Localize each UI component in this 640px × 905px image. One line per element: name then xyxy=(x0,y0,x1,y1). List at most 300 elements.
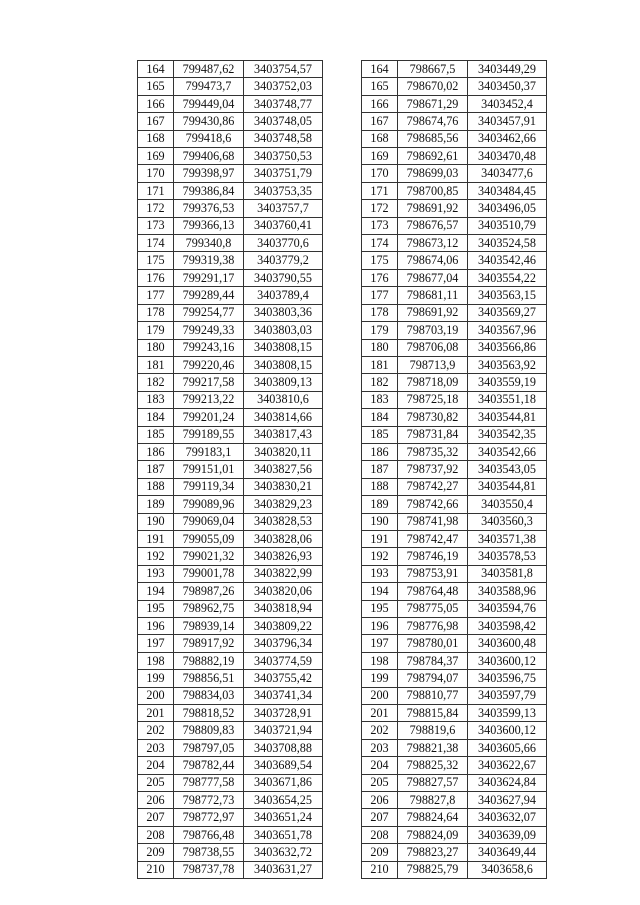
table-row xyxy=(138,78,323,95)
y-coordinate-cell: 3403757,7 xyxy=(244,200,323,217)
table-row xyxy=(138,426,323,443)
x-coordinate-cell: 798809,83 xyxy=(174,722,244,739)
y-coordinate-cell: 3403748,77 xyxy=(244,95,323,112)
y-coordinate-cell: 3403450,37 xyxy=(468,78,547,95)
x-coordinate-cell: 799291,17 xyxy=(174,269,244,286)
table-row xyxy=(362,78,547,95)
y-coordinate-cell: 3403596,75 xyxy=(468,670,547,687)
y-coordinate-cell: 3403544,81 xyxy=(468,478,547,495)
point-number-cell: 206 xyxy=(138,792,174,809)
point-number-cell: 197 xyxy=(138,635,174,652)
point-number-cell: 184 xyxy=(362,409,398,426)
x-coordinate-cell: 799021,32 xyxy=(174,548,244,565)
x-coordinate-cell: 798939,14 xyxy=(174,618,244,635)
point-number-cell: 173 xyxy=(138,217,174,234)
point-number-cell: 176 xyxy=(362,269,398,286)
point-number-cell: 196 xyxy=(138,618,174,635)
x-coordinate-cell: 798676,57 xyxy=(398,217,468,234)
y-coordinate-cell: 3403770,6 xyxy=(244,235,323,252)
y-coordinate-cell: 3403632,72 xyxy=(244,844,323,861)
table-row xyxy=(138,530,323,547)
x-coordinate-cell: 798780,01 xyxy=(398,635,468,652)
point-number-cell: 206 xyxy=(362,792,398,809)
x-coordinate-cell: 799001,78 xyxy=(174,565,244,582)
x-coordinate-cell: 798674,06 xyxy=(398,252,468,269)
y-coordinate-cell: 3403809,22 xyxy=(244,618,323,635)
x-coordinate-cell: 798819,6 xyxy=(398,722,468,739)
coordinate-table-right xyxy=(361,60,547,879)
x-coordinate-cell: 798730,82 xyxy=(398,409,468,426)
x-coordinate-cell: 799055,09 xyxy=(174,530,244,547)
y-coordinate-cell: 3403631,27 xyxy=(244,861,323,878)
table-row xyxy=(138,409,323,426)
point-number-cell: 205 xyxy=(362,774,398,791)
table-row xyxy=(362,165,547,182)
y-coordinate-cell: 3403817,43 xyxy=(244,426,323,443)
x-coordinate-cell: 798782,44 xyxy=(174,757,244,774)
table-row xyxy=(138,705,323,722)
table-row xyxy=(138,148,323,165)
x-coordinate-cell: 798987,26 xyxy=(174,583,244,600)
y-coordinate-cell: 3403651,24 xyxy=(244,809,323,826)
y-coordinate-cell: 3403542,46 xyxy=(468,252,547,269)
point-number-cell: 198 xyxy=(138,652,174,669)
point-number-cell: 186 xyxy=(362,443,398,460)
point-number-cell: 179 xyxy=(138,322,174,339)
table-row xyxy=(362,252,547,269)
x-coordinate-cell: 798673,12 xyxy=(398,235,468,252)
y-coordinate-cell: 3403597,79 xyxy=(468,687,547,704)
y-coordinate-cell: 3403752,03 xyxy=(244,78,323,95)
y-coordinate-cell: 3403803,36 xyxy=(244,304,323,321)
x-coordinate-cell: 798742,47 xyxy=(398,530,468,547)
x-coordinate-cell: 798797,05 xyxy=(174,739,244,756)
x-coordinate-cell: 798775,05 xyxy=(398,600,468,617)
x-coordinate-cell: 798691,92 xyxy=(398,200,468,217)
y-coordinate-cell: 3403571,38 xyxy=(468,530,547,547)
x-coordinate-cell: 798856,51 xyxy=(174,670,244,687)
point-number-cell: 181 xyxy=(138,356,174,373)
y-coordinate-cell: 3403560,3 xyxy=(468,513,547,530)
x-coordinate-cell: 799418,6 xyxy=(174,130,244,147)
x-coordinate-cell: 798825,79 xyxy=(398,861,468,878)
y-coordinate-cell: 3403600,12 xyxy=(468,652,547,669)
y-coordinate-cell: 3403779,2 xyxy=(244,252,323,269)
point-number-cell: 202 xyxy=(138,722,174,739)
x-coordinate-cell: 798764,48 xyxy=(398,583,468,600)
x-coordinate-cell: 798815,84 xyxy=(398,705,468,722)
point-number-cell: 172 xyxy=(138,200,174,217)
x-coordinate-cell: 799254,77 xyxy=(174,304,244,321)
point-number-cell: 210 xyxy=(362,861,398,878)
table-row xyxy=(362,95,547,112)
point-number-cell: 171 xyxy=(138,182,174,199)
y-coordinate-cell: 3403569,27 xyxy=(468,304,547,321)
y-coordinate-cell: 3403760,41 xyxy=(244,217,323,234)
y-coordinate-cell: 3403754,57 xyxy=(244,61,323,78)
table-row xyxy=(362,339,547,356)
table-row xyxy=(138,461,323,478)
point-number-cell: 200 xyxy=(362,687,398,704)
x-coordinate-cell: 799473,7 xyxy=(174,78,244,95)
point-number-cell: 203 xyxy=(138,739,174,756)
y-coordinate-cell: 3403748,58 xyxy=(244,130,323,147)
point-number-cell: 182 xyxy=(362,374,398,391)
point-number-cell: 203 xyxy=(362,739,398,756)
table-row xyxy=(362,652,547,669)
y-coordinate-cell: 3403544,81 xyxy=(468,409,547,426)
table-row xyxy=(362,705,547,722)
y-coordinate-cell: 3403477,6 xyxy=(468,165,547,182)
point-number-cell: 185 xyxy=(362,426,398,443)
x-coordinate-cell: 799089,96 xyxy=(174,496,244,513)
y-coordinate-cell: 3403524,58 xyxy=(468,235,547,252)
y-coordinate-cell: 3403689,54 xyxy=(244,757,323,774)
point-number-cell: 178 xyxy=(138,304,174,321)
point-number-cell: 170 xyxy=(362,165,398,182)
table-row xyxy=(138,443,323,460)
y-coordinate-cell: 3403567,96 xyxy=(468,322,547,339)
y-coordinate-cell: 3403774,59 xyxy=(244,652,323,669)
point-number-cell: 192 xyxy=(138,548,174,565)
y-coordinate-cell: 3403808,15 xyxy=(244,356,323,373)
x-coordinate-cell: 798691,92 xyxy=(398,304,468,321)
y-coordinate-cell: 3403796,34 xyxy=(244,635,323,652)
x-coordinate-cell: 798681,11 xyxy=(398,287,468,304)
y-coordinate-cell: 3403551,18 xyxy=(468,391,547,408)
table-row xyxy=(138,287,323,304)
point-number-cell: 181 xyxy=(362,356,398,373)
y-coordinate-cell: 3403588,96 xyxy=(468,583,547,600)
table-row xyxy=(138,792,323,809)
x-coordinate-cell: 799201,24 xyxy=(174,409,244,426)
y-coordinate-cell: 3403803,03 xyxy=(244,322,323,339)
table-row xyxy=(362,200,547,217)
x-coordinate-cell: 798810,77 xyxy=(398,687,468,704)
table-row xyxy=(138,652,323,669)
table-row xyxy=(362,670,547,687)
y-coordinate-cell: 3403671,86 xyxy=(244,774,323,791)
table-row xyxy=(362,844,547,861)
x-coordinate-cell: 799289,44 xyxy=(174,287,244,304)
table-row xyxy=(138,269,323,286)
x-coordinate-cell: 798713,9 xyxy=(398,356,468,373)
y-coordinate-cell: 3403808,15 xyxy=(244,339,323,356)
point-number-cell: 164 xyxy=(138,61,174,78)
table-row xyxy=(362,513,547,530)
point-number-cell: 166 xyxy=(362,95,398,112)
y-coordinate-cell: 3403822,99 xyxy=(244,565,323,582)
table-row xyxy=(362,826,547,843)
x-coordinate-cell: 798882,19 xyxy=(174,652,244,669)
table-row xyxy=(138,687,323,704)
y-coordinate-cell: 3403827,56 xyxy=(244,461,323,478)
x-coordinate-cell: 799243,16 xyxy=(174,339,244,356)
x-coordinate-cell: 798962,75 xyxy=(174,600,244,617)
point-number-cell: 187 xyxy=(138,461,174,478)
y-coordinate-cell: 3403789,4 xyxy=(244,287,323,304)
x-coordinate-cell: 798735,32 xyxy=(398,443,468,460)
point-number-cell: 208 xyxy=(138,826,174,843)
y-coordinate-cell: 3403550,4 xyxy=(468,496,547,513)
x-coordinate-cell: 799213,22 xyxy=(174,391,244,408)
table-row xyxy=(138,304,323,321)
table-row xyxy=(138,165,323,182)
x-coordinate-cell: 798742,27 xyxy=(398,478,468,495)
y-coordinate-cell: 3403820,11 xyxy=(244,443,323,460)
point-number-cell: 197 xyxy=(362,635,398,652)
y-coordinate-cell: 3403810,6 xyxy=(244,391,323,408)
point-number-cell: 183 xyxy=(362,391,398,408)
x-coordinate-cell: 799406,68 xyxy=(174,148,244,165)
y-coordinate-cell: 3403605,66 xyxy=(468,739,547,756)
y-coordinate-cell: 3403790,55 xyxy=(244,269,323,286)
x-coordinate-cell: 798692,61 xyxy=(398,148,468,165)
point-number-cell: 165 xyxy=(362,78,398,95)
table-row xyxy=(362,496,547,513)
table-row xyxy=(138,844,323,861)
table-row xyxy=(362,600,547,617)
x-coordinate-cell: 798917,92 xyxy=(174,635,244,652)
x-coordinate-cell: 798827,8 xyxy=(398,792,468,809)
x-coordinate-cell: 798737,78 xyxy=(174,861,244,878)
table-row xyxy=(138,618,323,635)
y-coordinate-cell: 3403566,86 xyxy=(468,339,547,356)
x-coordinate-cell: 798794,07 xyxy=(398,670,468,687)
table-row xyxy=(362,461,547,478)
y-coordinate-cell: 3403627,94 xyxy=(468,792,547,809)
point-number-cell: 200 xyxy=(138,687,174,704)
table-row xyxy=(138,322,323,339)
point-number-cell: 170 xyxy=(138,165,174,182)
table-row xyxy=(138,391,323,408)
point-number-cell: 185 xyxy=(138,426,174,443)
x-coordinate-cell: 799376,53 xyxy=(174,200,244,217)
table-row xyxy=(138,496,323,513)
x-coordinate-cell: 798677,04 xyxy=(398,269,468,286)
x-coordinate-cell: 799249,33 xyxy=(174,322,244,339)
point-number-cell: 168 xyxy=(138,130,174,147)
table-row xyxy=(362,287,547,304)
point-number-cell: 164 xyxy=(362,61,398,78)
table-row xyxy=(362,861,547,878)
point-number-cell: 202 xyxy=(362,722,398,739)
table-row xyxy=(138,130,323,147)
point-number-cell: 166 xyxy=(138,95,174,112)
y-coordinate-cell: 3403581,8 xyxy=(468,565,547,582)
table-row xyxy=(138,356,323,373)
table-row xyxy=(362,426,547,443)
y-coordinate-cell: 3403818,94 xyxy=(244,600,323,617)
table-row xyxy=(138,774,323,791)
x-coordinate-cell: 798725,18 xyxy=(398,391,468,408)
y-coordinate-cell: 3403452,4 xyxy=(468,95,547,112)
table-row xyxy=(138,583,323,600)
point-number-cell: 195 xyxy=(138,600,174,617)
point-number-cell: 183 xyxy=(138,391,174,408)
x-coordinate-cell: 799069,04 xyxy=(174,513,244,530)
y-coordinate-cell: 3403470,48 xyxy=(468,148,547,165)
point-number-cell: 193 xyxy=(138,565,174,582)
y-coordinate-cell: 3403751,79 xyxy=(244,165,323,182)
point-number-cell: 171 xyxy=(362,182,398,199)
table-row xyxy=(362,304,547,321)
x-coordinate-cell: 798827,57 xyxy=(398,774,468,791)
x-coordinate-cell: 798746,19 xyxy=(398,548,468,565)
point-number-cell: 196 xyxy=(362,618,398,635)
y-coordinate-cell: 3403755,42 xyxy=(244,670,323,687)
point-number-cell: 179 xyxy=(362,322,398,339)
table-row xyxy=(362,443,547,460)
point-number-cell: 180 xyxy=(138,339,174,356)
point-number-cell: 172 xyxy=(362,200,398,217)
x-coordinate-cell: 798823,27 xyxy=(398,844,468,861)
table-row xyxy=(138,670,323,687)
table-row xyxy=(362,182,547,199)
point-number-cell: 201 xyxy=(362,705,398,722)
table-row xyxy=(138,61,323,78)
table-row xyxy=(138,739,323,756)
y-coordinate-cell: 3403654,25 xyxy=(244,792,323,809)
y-coordinate-cell: 3403649,44 xyxy=(468,844,547,861)
x-coordinate-cell: 798718,09 xyxy=(398,374,468,391)
point-number-cell: 207 xyxy=(138,809,174,826)
x-coordinate-cell: 798741,98 xyxy=(398,513,468,530)
table-row xyxy=(362,583,547,600)
x-coordinate-cell: 799183,1 xyxy=(174,443,244,460)
y-coordinate-cell: 3403632,07 xyxy=(468,809,547,826)
point-number-cell: 198 xyxy=(362,652,398,669)
point-number-cell: 180 xyxy=(362,339,398,356)
y-coordinate-cell: 3403748,05 xyxy=(244,113,323,130)
point-number-cell: 190 xyxy=(362,513,398,530)
point-number-cell: 169 xyxy=(362,148,398,165)
point-number-cell: 199 xyxy=(362,670,398,687)
table-row xyxy=(138,339,323,356)
point-number-cell: 204 xyxy=(138,757,174,774)
x-coordinate-cell: 798706,08 xyxy=(398,339,468,356)
x-coordinate-cell: 798824,09 xyxy=(398,826,468,843)
y-coordinate-cell: 3403820,06 xyxy=(244,583,323,600)
table-row xyxy=(138,235,323,252)
y-coordinate-cell: 3403600,12 xyxy=(468,722,547,739)
x-coordinate-cell: 799398,97 xyxy=(174,165,244,182)
point-number-cell: 188 xyxy=(362,478,398,495)
x-coordinate-cell: 798772,97 xyxy=(174,809,244,826)
x-coordinate-cell: 799340,8 xyxy=(174,235,244,252)
point-number-cell: 195 xyxy=(362,600,398,617)
table-row xyxy=(138,600,323,617)
y-coordinate-cell: 3403598,42 xyxy=(468,618,547,635)
y-coordinate-cell: 3403542,35 xyxy=(468,426,547,443)
y-coordinate-cell: 3403578,53 xyxy=(468,548,547,565)
point-number-cell: 189 xyxy=(362,496,398,513)
point-number-cell: 186 xyxy=(138,443,174,460)
table-row xyxy=(362,478,547,495)
x-coordinate-cell: 799319,38 xyxy=(174,252,244,269)
point-number-cell: 165 xyxy=(138,78,174,95)
y-coordinate-cell: 3403721,94 xyxy=(244,722,323,739)
table-row xyxy=(362,235,547,252)
point-number-cell: 192 xyxy=(362,548,398,565)
y-coordinate-cell: 3403651,78 xyxy=(244,826,323,843)
point-number-cell: 209 xyxy=(362,844,398,861)
point-number-cell: 167 xyxy=(138,113,174,130)
y-coordinate-cell: 3403563,15 xyxy=(468,287,547,304)
x-coordinate-cell: 798772,73 xyxy=(174,792,244,809)
y-coordinate-cell: 3403809,13 xyxy=(244,374,323,391)
y-coordinate-cell: 3403457,91 xyxy=(468,113,547,130)
y-coordinate-cell: 3403639,09 xyxy=(468,826,547,843)
y-coordinate-cell: 3403814,66 xyxy=(244,409,323,426)
point-number-cell: 173 xyxy=(362,217,398,234)
point-number-cell: 194 xyxy=(362,583,398,600)
table-row xyxy=(362,409,547,426)
y-coordinate-cell: 3403622,67 xyxy=(468,757,547,774)
y-coordinate-cell: 3403542,66 xyxy=(468,443,547,460)
point-number-cell: 167 xyxy=(362,113,398,130)
point-number-cell: 176 xyxy=(138,269,174,286)
x-coordinate-cell: 799430,86 xyxy=(174,113,244,130)
point-number-cell: 190 xyxy=(138,513,174,530)
x-coordinate-cell: 798738,55 xyxy=(174,844,244,861)
y-coordinate-cell: 3403600,48 xyxy=(468,635,547,652)
table-row xyxy=(138,722,323,739)
y-coordinate-cell: 3403741,34 xyxy=(244,687,323,704)
x-coordinate-cell: 798824,64 xyxy=(398,809,468,826)
point-number-cell: 207 xyxy=(362,809,398,826)
y-coordinate-cell: 3403462,66 xyxy=(468,130,547,147)
x-coordinate-cell: 799119,34 xyxy=(174,478,244,495)
table-row xyxy=(362,722,547,739)
table-row xyxy=(362,792,547,809)
x-coordinate-cell: 799366,13 xyxy=(174,217,244,234)
x-coordinate-cell: 798753,91 xyxy=(398,565,468,582)
table-row xyxy=(138,252,323,269)
table-row xyxy=(362,391,547,408)
y-coordinate-cell: 3403559,19 xyxy=(468,374,547,391)
point-number-cell: 175 xyxy=(362,252,398,269)
y-coordinate-cell: 3403599,13 xyxy=(468,705,547,722)
x-coordinate-cell: 798703,19 xyxy=(398,322,468,339)
x-coordinate-cell: 798825,32 xyxy=(398,757,468,774)
table-row xyxy=(362,269,547,286)
y-coordinate-cell: 3403828,06 xyxy=(244,530,323,547)
point-number-cell: 191 xyxy=(362,530,398,547)
point-number-cell: 174 xyxy=(138,235,174,252)
table-row xyxy=(138,374,323,391)
x-coordinate-cell: 798742,66 xyxy=(398,496,468,513)
x-coordinate-cell: 798821,38 xyxy=(398,739,468,756)
x-coordinate-cell: 798784,37 xyxy=(398,652,468,669)
table-row xyxy=(138,217,323,234)
table-row xyxy=(138,113,323,130)
x-coordinate-cell: 798671,29 xyxy=(398,95,468,112)
table-row xyxy=(138,182,323,199)
y-coordinate-cell: 3403826,93 xyxy=(244,548,323,565)
table-row xyxy=(362,774,547,791)
x-coordinate-cell: 798699,03 xyxy=(398,165,468,182)
table-row xyxy=(138,565,323,582)
y-coordinate-cell: 3403624,84 xyxy=(468,774,547,791)
y-coordinate-cell: 3403828,53 xyxy=(244,513,323,530)
point-number-cell: 189 xyxy=(138,496,174,513)
point-number-cell: 187 xyxy=(362,461,398,478)
point-number-cell: 178 xyxy=(362,304,398,321)
x-coordinate-cell: 799220,46 xyxy=(174,356,244,373)
point-number-cell: 177 xyxy=(362,287,398,304)
point-number-cell: 199 xyxy=(138,670,174,687)
